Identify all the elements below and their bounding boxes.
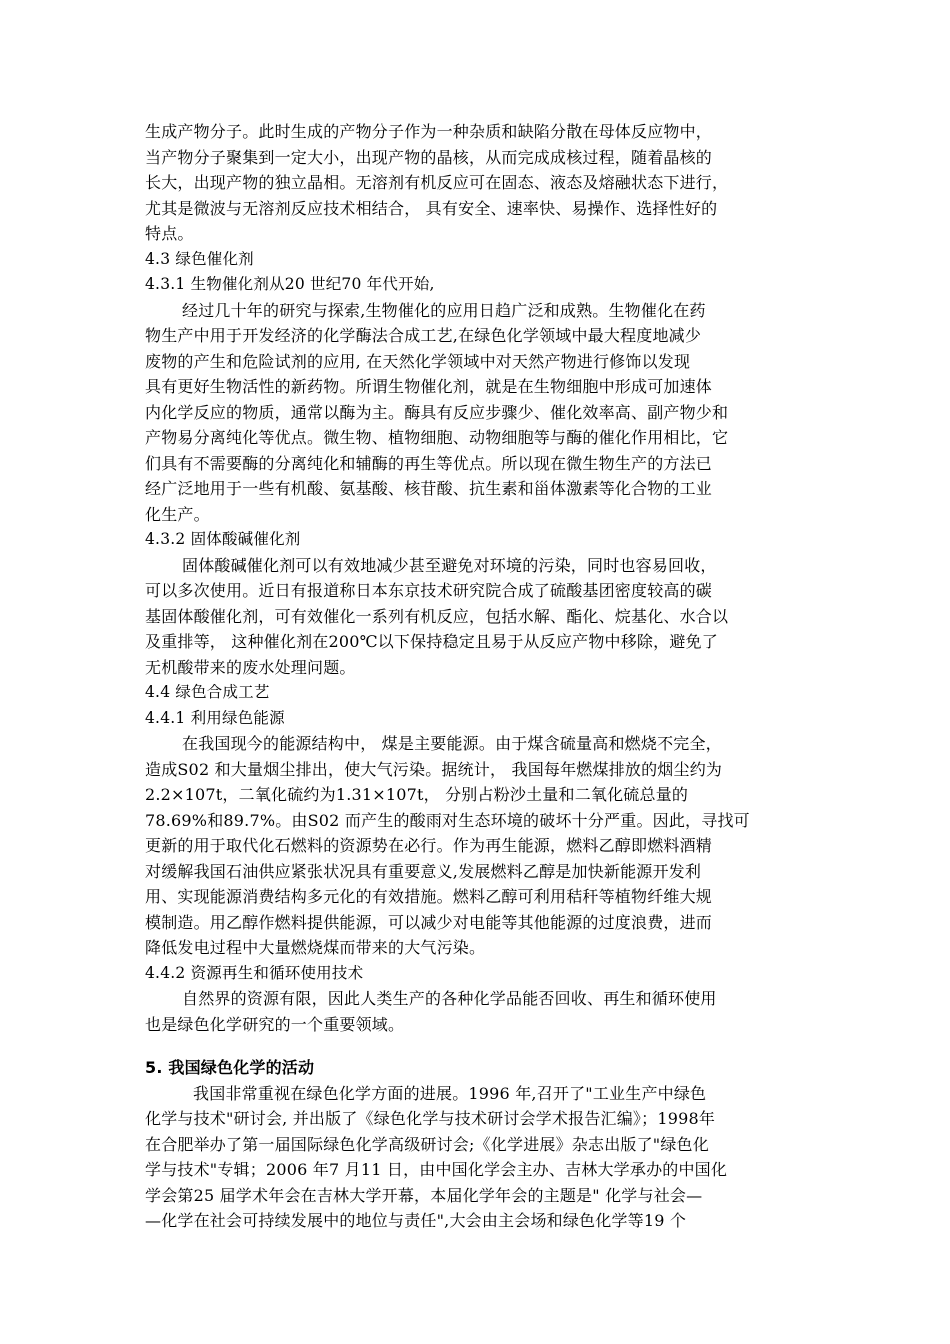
text-line: 具有更好生物活性的新药物。所谓生物催化剂，就是在生物细胞中形成可加速体 [145, 377, 713, 396]
heading-4-4-2: 4.4.2 资源再生和循环使用技术 [145, 963, 364, 982]
text-line: 特点。 [145, 224, 194, 243]
text-line: 物生产中用于开发经济的化学酶法合成工艺,在绿色化学领域中最大程度地减少 [145, 326, 702, 345]
text-line: 尤其是微波与无溶剂反应技术相结合， 具有安全、速率快、易操作、选择性好的 [145, 198, 718, 218]
section-spacer [145, 1037, 813, 1055]
text-line: 经广泛地用于一些有机酸、氨基酸、核苷酸、抗生素和甾体激素等化合物的工业 [145, 479, 713, 498]
heading-4-3-2: 4.3.2 固体酸碱催化剂 [145, 530, 301, 548]
text-line: 无机酸带来的废水处理问题。 [145, 657, 356, 677]
text-line: 化生产。 [145, 504, 210, 524]
paragraph-solvent-free [145, 119, 813, 247]
text-line: 用、实现能源消费结构多元化的有效措施。燃料乙醇可利用秸秆等植物纤维大规 [145, 887, 713, 906]
text-line: 模制造。用乙醇作燃料提供能源，可以减少对电能等其他能源的过度浪费，进而 [145, 912, 713, 932]
text-line: 我国非常重视在绿色化学方面的进展。1996 年,召开了"工业生产中绿色 [193, 1083, 707, 1103]
heading-4-4: 4.4 绿色合成工艺 [145, 683, 270, 701]
text-line: 自然界的资源有限，因此人类生产的各种化学品能否回收、再生和循环使用 [182, 989, 717, 1008]
text-line: 生成产物分子。此时生成的产物分子作为一种杂质和缺陷分散在母体反应物中， [145, 122, 713, 141]
text-line: 基固体酸催化剂，可有效催化一系列有机反应，包括水解、酯化、烷基化、水合以 [145, 606, 729, 626]
text-line: 长大，出现产物的独立晶相。无溶剂有机反应可在固态、液态及熔融状态下进行， [145, 173, 729, 192]
heading-4-4-1: 4.4.1 利用绿色能源 [145, 708, 285, 727]
paragraph-recycling [145, 986, 813, 1037]
text-line: 当产物分子聚集到一定大小，出现产物的晶核，从而完成成核过程，随着晶核的 [145, 147, 713, 167]
text-line: 在我国现今的能源结构中， 煤是主要能源。由于煤含硫量高和燃烧不完全， [182, 734, 722, 753]
document-page [145, 119, 813, 1234]
text-line: 也是绿色化学研究的一个重要领域。 [145, 1014, 405, 1034]
text-line: 内化学反应的物质，通常以酶为主。酶具有反应步骤少、催化效率高、副产物少和 [145, 402, 729, 422]
text-line: 化学与技术"研讨会, 并出版了《绿色化学与技术研讨会学术报告汇编》；1998年 [145, 1109, 716, 1128]
text-line: 2.2×107t，二氧化硫约为1.31×107t， 分别占粉沙土量和二氧化硫总量的 [145, 785, 689, 804]
text-line: 废物的产生和危险试剂的应用, 在天然化学领域中对天然产物进行修饰以发现 [145, 351, 691, 371]
text-line: 学与技术"专辑；2006 年7 月11 日，由中国化学会主办、吉林大学承办的中国化 [145, 1160, 728, 1179]
heading-4-3: 4.3 绿色催化剂 [145, 249, 254, 268]
text-line: 产物易分离纯化等优点。微生物、植物细胞、动物细胞等与酶的催化作用相比，它 [145, 428, 729, 447]
text-line: 更新的用于取代化石燃料的资源势在必行。作为再生能源，燃料乙醇即燃料酒精 [145, 836, 713, 855]
paragraph-solid-acid [145, 553, 813, 681]
text-line: 经过几十年的研究与探索,生物催化的应用日趋广泛和成熟。生物催化在药 [182, 300, 706, 320]
heading-4-3-1: 4.3.1 生物催化剂从20 世纪70 年代开始, [145, 275, 435, 293]
text-line: 及重排等， 这种催化剂在200℃以下保持稳定且易于从反应产物中移除，避免了 [145, 632, 718, 651]
text-line: 可以多次使用。近日有报道称日本东京技术研究院合成了硫酸基团密度较高的碳 [145, 581, 713, 600]
text-line: 对缓解我国石油供应紧张状况具有重要意义,发展燃料乙醇是加快新能源开发利 [145, 861, 702, 881]
text-line: 学会第25 届学术年会在吉林大学开幕，本届化学年会的主题是" 化学与社会— [145, 1185, 703, 1205]
text-line: —化学在社会可持续发展中的地位与责任",大会由主会场和绿色化学等19 个 [145, 1211, 687, 1230]
text-line: 78.69%和89.7%。由S02 而产生的酸雨对生态环境的破坏十分严重。因此，寻找可 [145, 810, 750, 830]
paragraph-biocatalyst [145, 298, 813, 528]
paragraph-green-energy [145, 731, 813, 961]
text-line: 在合肥举办了第一届国际绿色化学高级研讨会;《化学进展》杂志出版了"绿色化 [145, 1134, 709, 1154]
text-line: 固体酸碱催化剂可以有效地减少甚至避免对环境的污染，同时也容易回收， [182, 555, 717, 575]
text-line: 降低发电过程中大量燃烧煤而带来的大气污染。 [145, 938, 486, 957]
paragraph-china-activities [145, 1081, 813, 1234]
text-line: 造成S02 和大量烟尘排出，使大气污染。据统计， 我国每年燃煤排放的烟尘约为 [145, 759, 723, 779]
heading-section-5: 5. 我国绿色化学的活动 [145, 1058, 315, 1077]
text-line: 们具有不需要酶的分离纯化和辅酶的再生等优点。所以现在微生物生产的方法已 [145, 453, 713, 473]
